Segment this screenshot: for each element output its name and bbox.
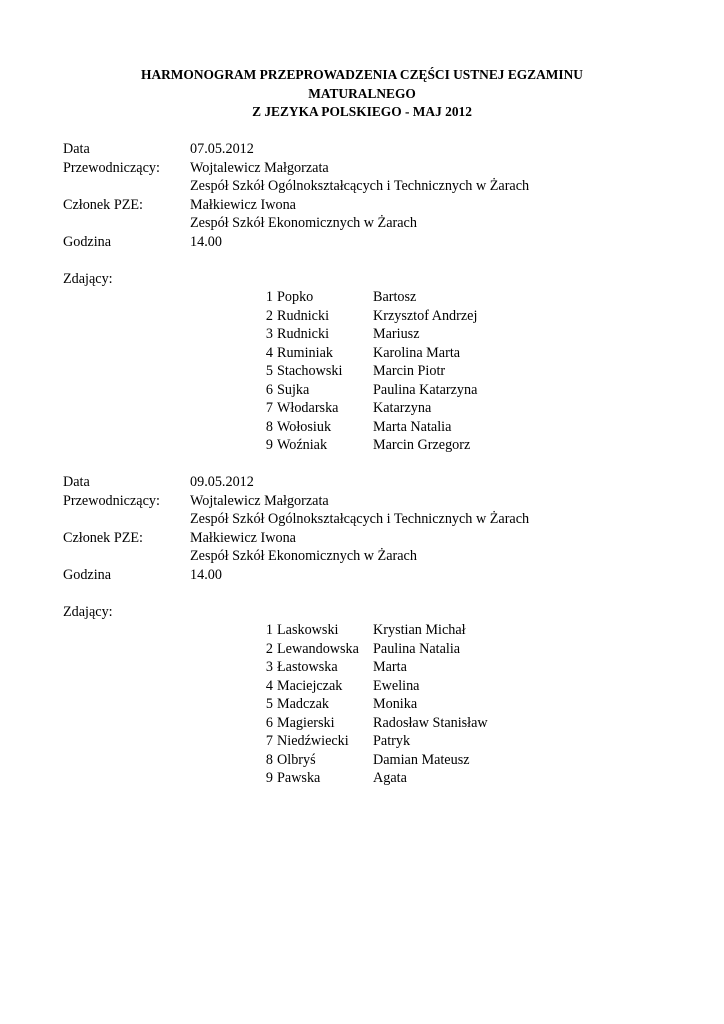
title-line-1: HARMONOGRAM PRZEPROWADZENIA CZĘŚCI USTNEJ EGZAMINU — [141, 67, 583, 82]
chair-school: Zespół Szkół Ogólnokształcących i Technicznych w Żarach — [190, 178, 530, 194]
item-surname: Madczak — [277, 696, 329, 712]
member-school: Zespół Szkół Ekonomicznych w Żarach — [190, 215, 417, 231]
exam-session-1 — [63, 140, 683, 455]
list-item — [63, 677, 683, 696]
item-number: 2 — [265, 640, 273, 657]
item-number: 9 — [265, 437, 273, 453]
member-label: Członek PZE: — [63, 529, 143, 546]
title-line-3: Z JEZYKA POLSKIEGO - MAJ 2012 — [252, 104, 472, 119]
date-label: Data — [63, 474, 90, 490]
item-surname: Magierski — [277, 714, 335, 731]
examinees-list — [63, 621, 683, 788]
item-first-names: Krzysztof Andrzej — [373, 307, 478, 324]
item-number: 6 — [265, 381, 273, 398]
date-value: 07.05.2012 — [190, 141, 254, 157]
chair-school-row — [63, 177, 683, 196]
exam-session-2 — [63, 473, 683, 788]
item-number: 1 — [265, 289, 273, 305]
item-surname: Rudnicki — [277, 307, 330, 324]
item-first-names: Patryk — [373, 733, 411, 749]
chair-label: Przewodniczący: — [63, 492, 160, 509]
list-item — [63, 399, 683, 418]
item-number: 8 — [265, 418, 273, 435]
member-row — [63, 196, 683, 215]
item-number: 3 — [265, 659, 273, 675]
item-surname: Lewandowska — [277, 640, 359, 657]
item-number: 5 — [265, 363, 273, 379]
item-first-names: Marcin Piotr — [373, 363, 446, 379]
item-surname: Laskowski — [277, 622, 339, 638]
item-number: 4 — [265, 677, 273, 694]
item-surname: Włodarska — [277, 400, 339, 416]
examinees-label: Zdający: — [63, 270, 113, 287]
list-item — [63, 381, 683, 400]
hour-row — [63, 233, 683, 252]
date-row — [63, 140, 683, 159]
chair-name: Wojtalewicz Małgorzata — [190, 492, 329, 509]
item-number: 2 — [265, 307, 273, 324]
list-item — [63, 288, 683, 307]
member-school-row — [63, 547, 683, 566]
item-first-names: Paulina Katarzyna — [373, 381, 478, 398]
list-item — [63, 769, 683, 788]
list-item — [63, 695, 683, 714]
item-first-names: Ewelina — [373, 677, 420, 694]
chair-row — [63, 159, 683, 178]
item-surname: Łastowska — [277, 659, 338, 675]
hour-value: 14.00 — [190, 233, 222, 250]
date-label: Data — [63, 141, 90, 157]
list-item — [63, 436, 683, 455]
list-item — [63, 658, 683, 677]
list-item — [63, 325, 683, 344]
item-surname: Woźniak — [277, 437, 328, 453]
item-number: 7 — [265, 400, 273, 416]
date-row — [63, 473, 683, 492]
item-number: 4 — [265, 344, 273, 361]
examinees-row — [63, 603, 683, 622]
item-surname: Maciejczak — [277, 677, 343, 694]
item-first-names: Krystian Michał — [373, 622, 466, 638]
item-first-names: Katarzyna — [373, 400, 432, 416]
list-item — [63, 418, 683, 437]
list-item — [63, 751, 683, 770]
title-line-2: MATURALNEGO — [308, 85, 416, 101]
chair-school: Zespół Szkół Ogólnokształcących i Technicznych w Żarach — [190, 511, 530, 527]
item-first-names: Paulina Natalia — [373, 640, 461, 657]
list-item — [63, 714, 683, 733]
hour-label: Godzina — [63, 566, 112, 583]
list-item — [63, 732, 683, 751]
item-surname: Ruminiak — [277, 344, 333, 361]
item-first-names: Karolina Marta — [373, 344, 461, 361]
chair-label: Przewodniczący: — [63, 159, 160, 176]
item-first-names: Bartosz — [373, 289, 417, 305]
item-surname: Popko — [277, 289, 314, 305]
examinees-label: Zdający: — [63, 603, 113, 620]
hour-row — [63, 566, 683, 585]
examinees-list — [63, 288, 683, 455]
item-surname: Stachowski — [277, 363, 343, 379]
chair-name: Wojtalewicz Małgorzata — [190, 159, 329, 176]
item-number: 9 — [265, 770, 273, 786]
list-item — [63, 640, 683, 659]
item-number: 7 — [265, 733, 273, 749]
item-number: 1 — [265, 622, 273, 638]
item-number: 6 — [265, 714, 273, 731]
list-item — [63, 344, 683, 363]
chair-row — [63, 492, 683, 511]
item-first-names: Marta — [373, 659, 407, 675]
item-first-names: Radosław Stanisław — [373, 714, 488, 731]
item-first-names: Damian Mateusz — [373, 751, 470, 768]
item-surname: Rudnicki — [277, 326, 330, 342]
list-item — [63, 621, 683, 640]
item-surname: Sujka — [277, 381, 310, 398]
date-value: 09.05.2012 — [190, 474, 254, 490]
item-number: 5 — [265, 696, 273, 712]
item-first-names: Monika — [373, 696, 418, 712]
member-name: Małkiewicz Iwona — [190, 196, 296, 213]
chair-school-row — [63, 510, 683, 529]
item-number: 3 — [265, 326, 273, 342]
item-surname: Pawska — [277, 770, 321, 786]
item-surname: Olbryś — [277, 751, 316, 768]
item-number: 8 — [265, 751, 273, 768]
document-title — [60, 66, 664, 122]
item-first-names: Mariusz — [373, 326, 420, 342]
member-row — [63, 529, 683, 548]
member-school: Zespół Szkół Ekonomicznych w Żarach — [190, 548, 417, 564]
item-first-names: Marta Natalia — [373, 418, 452, 435]
hour-value: 14.00 — [190, 566, 222, 583]
hour-label: Godzina — [63, 233, 112, 250]
list-item — [63, 362, 683, 381]
examinees-row — [63, 270, 683, 289]
member-name: Małkiewicz Iwona — [190, 529, 296, 546]
item-surname: Niedźwiecki — [277, 733, 349, 749]
item-surname: Wołosiuk — [277, 418, 332, 435]
item-first-names: Agata — [373, 770, 407, 786]
member-label: Członek PZE: — [63, 196, 143, 213]
list-item — [63, 307, 683, 326]
member-school-row — [63, 214, 683, 233]
item-first-names: Marcin Grzegorz — [373, 437, 471, 453]
